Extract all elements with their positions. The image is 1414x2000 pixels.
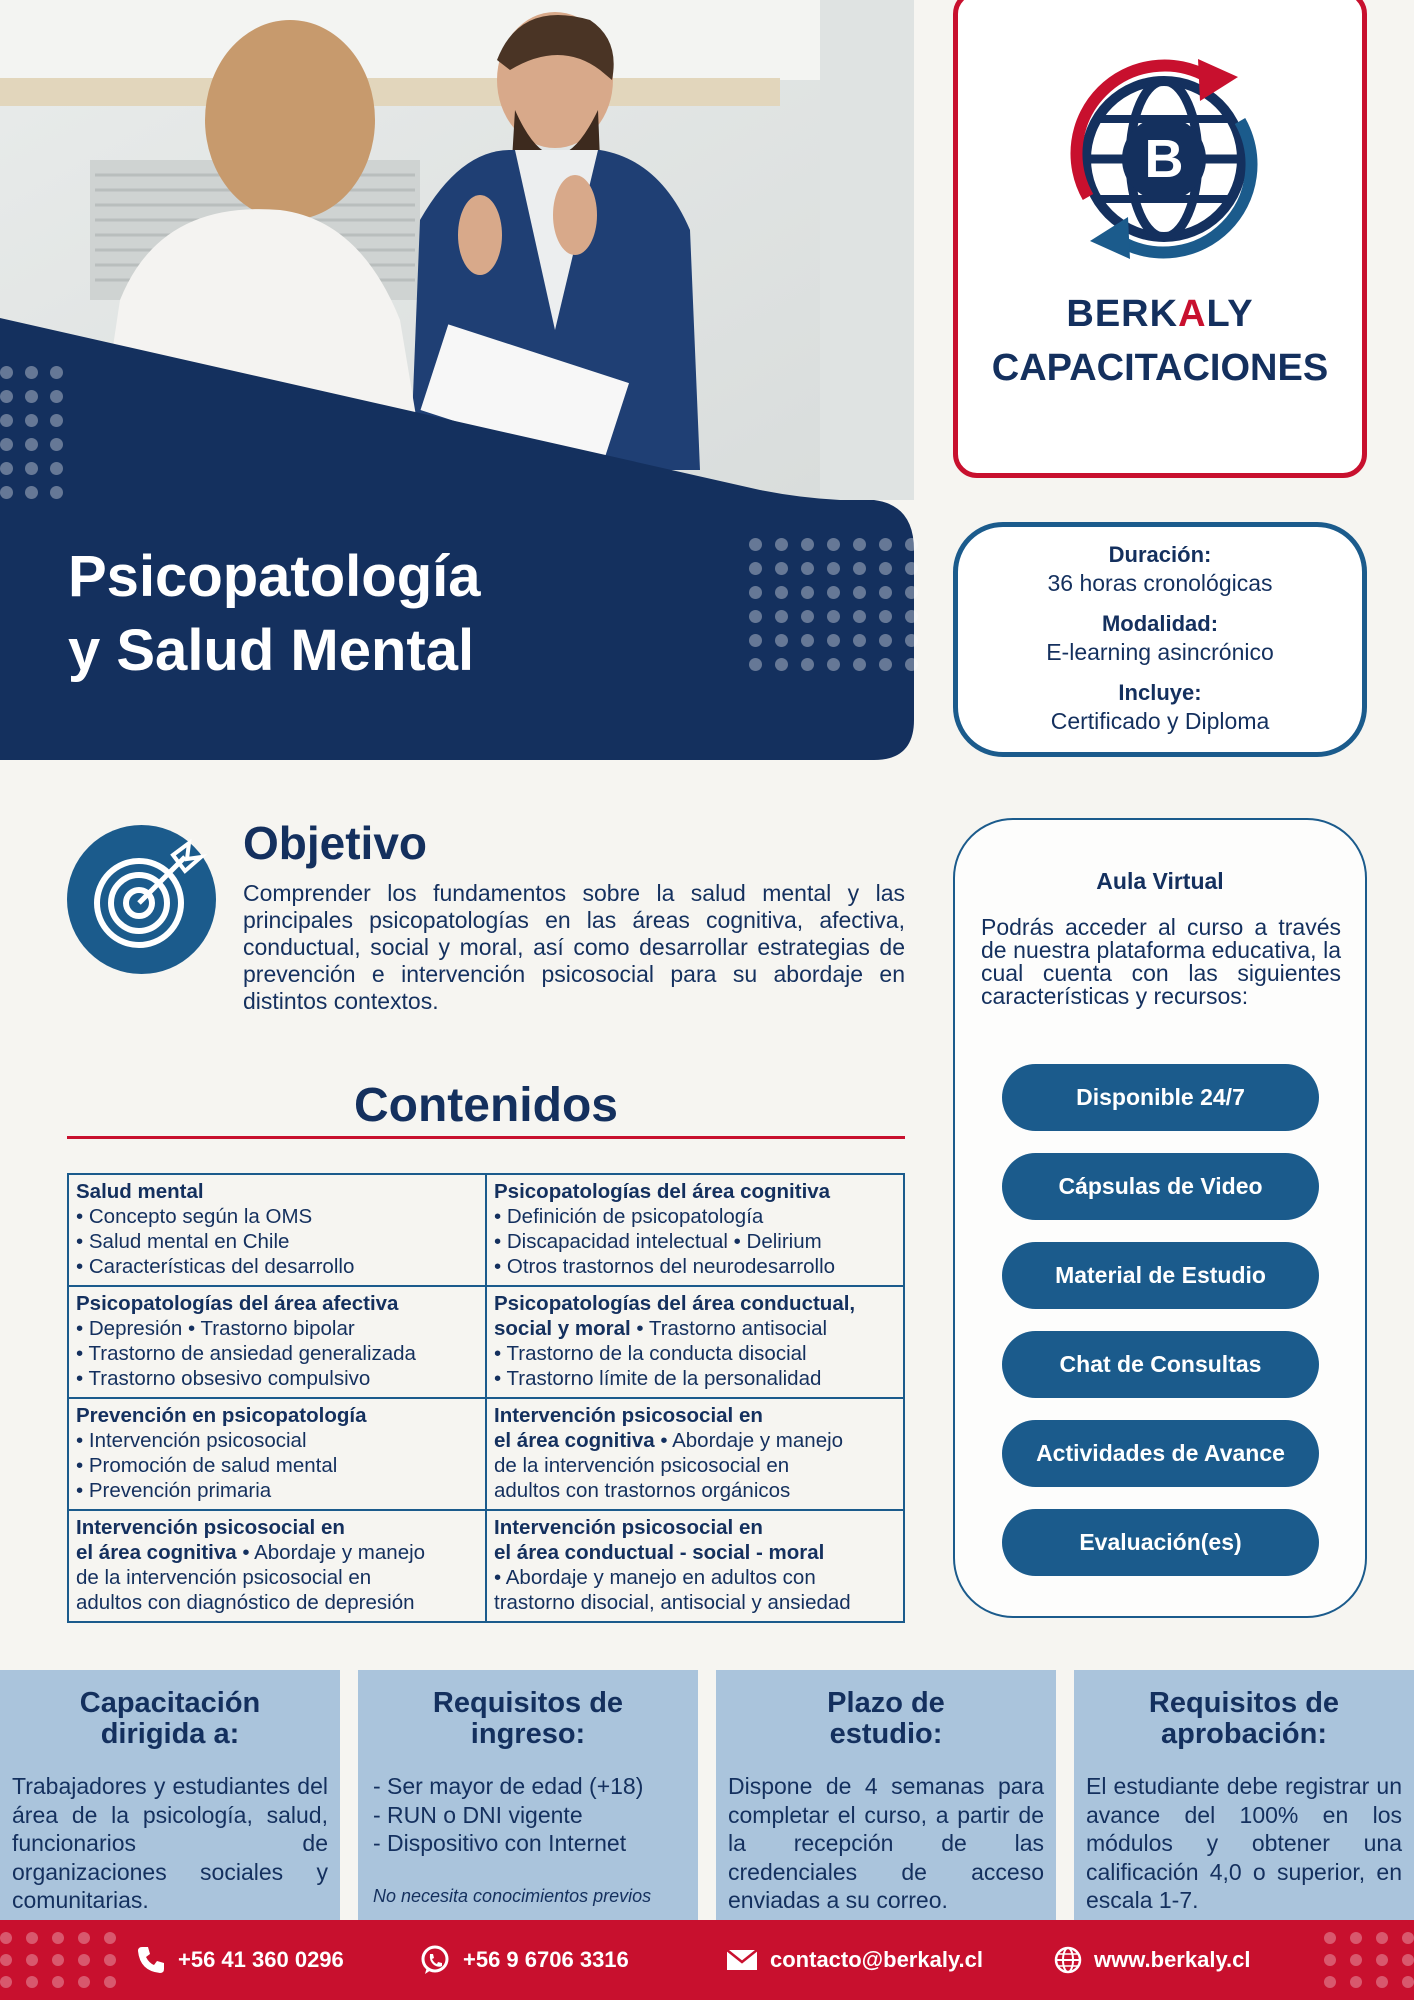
cell-item: adultos con diagnóstico de depresión [76,1591,415,1614]
includes-label: Incluye: [1118,680,1202,705]
cell-item: • Trastorno límite de la personalidad [494,1367,822,1390]
target-audience-box [0,1670,340,1930]
contents-divider [67,1136,905,1139]
cell-item: • Trastorno de ansiedad generalizada [76,1342,416,1365]
cell-heading: Prevención en psicopatología [76,1404,367,1427]
cell-heading: Intervención psicosocial en [494,1404,763,1427]
email-address: contacto@berkaly.cl [770,1947,984,1972]
cell-heading: Psicopatologías del área conductual, [494,1292,856,1315]
feature-button-chat[interactable]: Chat de Consultas [1002,1331,1319,1398]
course-title-line1: Psicopatología [68,544,481,609]
requirement-item: - RUN o DNI vigente [373,1801,583,1828]
entry-requirements-box [358,1670,698,1930]
brand-subtitle: CAPACITACIONES [991,347,1329,389]
cell-item: • Otros trastornos del neurodesarrollo [494,1255,836,1278]
cell-item: • Discapacidad intelectual • Delirium [494,1230,822,1253]
cell-item: • Trastorno antisocial [630,1317,828,1340]
content-cell-cognitive [486,1174,904,1286]
course-info-card [953,522,1367,757]
cell-item: de la intervención psicosocial en [494,1454,790,1477]
objective-text: Comprender los fundamentos sobre la salud mental y las principales psicopatologías en las áreas cognitiva, afectiva, conductual, social y moral, así como desarrollar estrategias de prevención e intervención psicosocial para su abordaje en distintos contextos. [243,880,905,1014]
cell-item: de la intervención psicosocial en [76,1566,372,1589]
phone-number: +56 41 360 0296 [178,1947,344,1972]
course-title-line2: y Salud Mental [68,618,475,683]
decor-dots-left [0,366,63,499]
objective-title: Objetivo [243,817,428,869]
mode-value: E-learning asincrónico [1046,639,1274,665]
feature-button-activities[interactable]: Actividades de Avance [1002,1420,1319,1487]
brand-name [958,293,1362,336]
hero-section [0,0,914,760]
mode-label: Modalidad: [1101,611,1219,636]
duration-label: Duración: [1108,542,1212,567]
footer-dots-right [1324,1932,1414,1988]
cell-item: • Trastorno obsesivo compulsivo [76,1367,371,1390]
table-row [68,1398,904,1510]
cell-item: • Abordaje y manejo en adultos con [494,1566,816,1589]
virtual-classroom-title: Aula Virtual [1096,868,1224,894]
study-term-text: Dispone de 4 semanas para completar el curso, a partir de la recepción de las credenciales de acceso enviadas a su correo. [728,1773,1044,1913]
cell-item: • Abordaje y manejo [654,1429,844,1452]
cell-heading: Intervención psicosocial en [494,1516,763,1539]
contents-title: Contenidos [354,1079,618,1132]
brand-name-part2: LY [1206,293,1254,335]
content-cell-behavioral [486,1286,904,1398]
cell-item: • Depresión • Trastorno bipolar [76,1317,355,1340]
cell-heading: social y moral [494,1317,631,1340]
brand-card [953,0,1367,478]
entry-requirements-note: No necesita conocimientos previos [373,1886,652,1906]
cell-item: trastorno disocial, antisocial y ansiedad [494,1591,851,1614]
approval-requirements-title: Requisitos de aprobación: [1148,1687,1340,1750]
website-url: www.berkaly.cl [1094,1947,1251,1972]
footer-whatsapp[interactable] [419,1920,629,2000]
cell-heading: el área cognitiva [76,1541,237,1564]
footer-phone[interactable] [136,1920,344,2000]
email-icon [726,1948,758,1972]
cell-item: • Concepto según la OMS [76,1205,313,1228]
course-title [68,540,481,688]
table-row [68,1174,904,1286]
requirement-item: - Dispositivo con Internet [373,1830,627,1856]
content-cell-prevention [68,1398,486,1510]
feature-button-video[interactable]: Cápsulas de Video [1002,1153,1319,1220]
cell-heading: el área cognitiva [494,1429,655,1452]
cell-heading: Psicopatologías del área afectiva [76,1292,399,1315]
target-audience-title: Capacitación dirigida a: [79,1687,261,1750]
decor-dots-right [749,538,918,671]
content-cell-intervention-cognitive-depression [68,1510,486,1622]
table-row [68,1286,904,1398]
entry-requirements-title: Requisitos de ingreso: [432,1687,624,1750]
approval-requirements-box [1074,1670,1414,1930]
feature-button-material[interactable]: Material de Estudio [1002,1242,1319,1309]
duration-value: 36 horas cronológicas [1047,570,1273,596]
feature-button-evaluation[interactable]: Evaluación(es) [1002,1509,1319,1576]
content-cell-intervention-cognitive-organic [486,1398,904,1510]
approval-requirements-text: El estudiante debe registrar un avance del 100% en los módulos y obtener una calificación 4,0 o superior, en escala 1-7. [1086,1773,1402,1913]
includes-value: Certificado y Diploma [1050,708,1270,734]
entry-requirements-list [358,1772,698,1858]
whatsapp-icon [419,1944,451,1976]
study-term-title: Plazo de estudio: [827,1687,945,1750]
cell-heading: Intervención psicosocial en [76,1516,345,1539]
cell-heading: Psicopatologías del área cognitiva [494,1180,831,1203]
cell-item: • Abordaje y manejo [236,1541,426,1564]
globe-logo-icon [1058,47,1270,259]
cell-item: • Promoción de salud mental [76,1454,338,1477]
whatsapp-number: +56 9 6706 3316 [463,1947,629,1972]
brand-name-part1: BERK [1066,293,1179,335]
table-row [68,1510,904,1622]
virtual-classroom-text: Podrás acceder al curso a través de nuestra plataforma educativa, la cual cuenta con las siguientes características y recursos: [981,914,1341,1009]
study-term-box [716,1670,1056,1930]
logo-letter: B [1144,129,1184,189]
cell-item: • Intervención psicosocial [76,1429,307,1452]
cell-item: • Definición de psicopatología [494,1205,764,1228]
cell-item: • Trastorno de la conducta disocial [494,1342,807,1365]
cell-heading: Salud mental [76,1180,204,1203]
cell-heading: el área conductual - social - moral [494,1541,825,1564]
brand-name-accent: A [1178,293,1207,335]
cell-item: • Características del desarrollo [76,1255,355,1278]
footer-email[interactable] [726,1920,983,2000]
feature-button-available[interactable]: Disponible 24/7 [1002,1064,1319,1131]
target-audience-text: Trabajadores y estudiantes del área de la psicología, salud, funcionarios de organizaciones sociales y comunitarias. [12,1773,328,1913]
globe-icon [1054,1946,1082,1974]
content-cell-mental-health [68,1174,486,1286]
target-icon [67,825,216,974]
cell-item: • Salud mental en Chile [76,1230,290,1253]
content-cell-affective [68,1286,486,1398]
cell-item: adultos con trastornos orgánicos [494,1479,791,1502]
contents-table [67,1173,905,1623]
content-cell-intervention-behavioral [486,1510,904,1622]
footer-website[interactable] [1054,1920,1251,2000]
contact-footer [0,1920,1414,2000]
cell-item: • Prevención primaria [76,1479,272,1502]
footer-dots-left [0,1932,116,1988]
virtual-classroom-card [953,818,1367,1618]
requirement-item: - Ser mayor de edad (+18) [373,1773,644,1799]
phone-icon [136,1945,166,1975]
